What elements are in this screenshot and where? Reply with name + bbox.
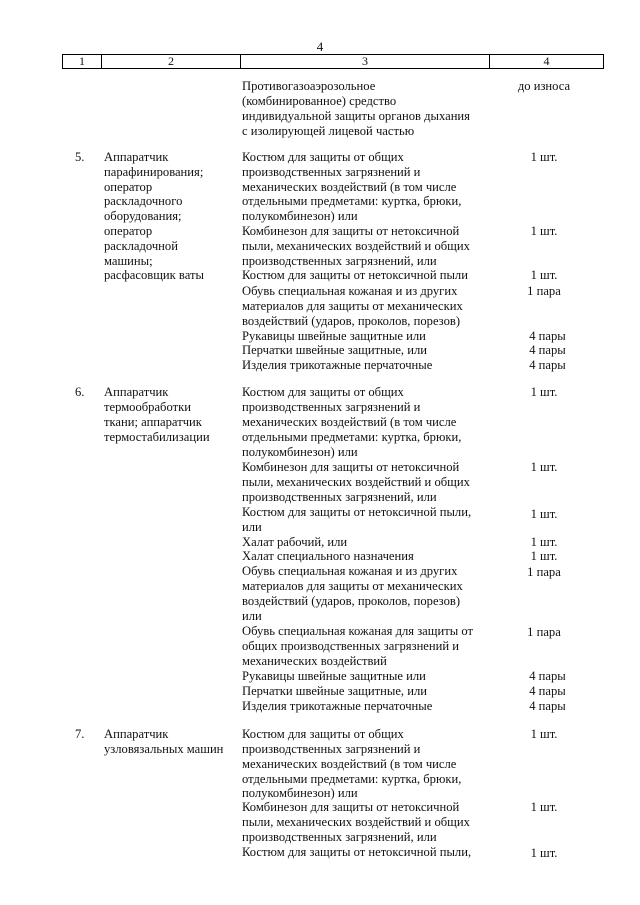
profession-line: оператор <box>104 180 153 194</box>
item-line: отдельными предметами: куртка, брюки, <box>242 772 462 786</box>
item-line: Комбинезон для защиты от нетоксичной <box>242 224 460 238</box>
item-line: механических воздействий (в том числе <box>242 180 457 194</box>
row-number: 7. <box>75 727 85 741</box>
issue-norm: 1 шт. <box>530 846 558 860</box>
item-line: механических воздействий <box>242 654 387 668</box>
issue-norm: 4 пары <box>529 358 566 372</box>
issue-norm: 1 шт. <box>530 268 558 282</box>
item-line: производственных загрязнений, или <box>242 254 437 268</box>
profession-line: Аппаратчик <box>104 727 169 741</box>
item-line: с изолирующей лицевой частью <box>242 124 415 138</box>
profession-line: раскладочной <box>104 239 178 253</box>
profession-line: оператор <box>104 224 153 238</box>
item-line: пыли, механических воздействий и общих <box>242 239 470 253</box>
table-header <box>62 54 604 69</box>
item-line: (комбинированное) средство <box>242 94 397 108</box>
issue-norm: 1 шт. <box>530 549 558 563</box>
row-number: 5. <box>75 150 85 164</box>
profession-line: узловязальных машин <box>104 742 224 756</box>
profession-line: раскладочного <box>104 194 183 208</box>
issue-norm: 1 шт. <box>530 507 558 521</box>
item-line: Рукавицы швейные защитные или <box>242 329 426 343</box>
column-header-3: 3 <box>241 55 490 68</box>
item-line: механических воздействий (в том числе <box>242 415 457 429</box>
profession-line: Аппаратчик <box>104 385 169 399</box>
item-line: механических воздействий (в том числе <box>242 757 457 771</box>
item-line: полукомбинезон) или <box>242 786 358 800</box>
issue-norm: 4 пары <box>529 329 566 343</box>
item-line: производственных загрязнений и <box>242 400 421 414</box>
profession-line: термообработки <box>104 400 191 414</box>
item-line: пыли, механических воздействий и общих <box>242 475 470 489</box>
issue-norm: 4 пары <box>529 699 566 713</box>
item-line: Костюм для защиты от нетоксичной пыли, <box>242 845 472 859</box>
issue-norm: 1 пара <box>527 284 561 298</box>
item-line: отдельными предметами: куртка, брюки, <box>242 430 462 444</box>
issue-norm: 4 пары <box>529 684 566 698</box>
item-line: материалов для защиты от механических <box>242 299 463 313</box>
column-header-4: 4 <box>543 54 550 68</box>
issue-norm: 1 шт. <box>530 224 558 238</box>
issue-norm: 1 шт. <box>530 150 558 164</box>
item-line: Костюм для защиты от общих <box>242 150 404 164</box>
column-header-1: 1 <box>63 55 102 68</box>
item-line: Перчатки швейные защитные, или <box>242 684 427 698</box>
issue-norm: 1 шт. <box>530 460 558 474</box>
item-line: Обувь специальная кожаная для защиты от <box>242 624 473 638</box>
item-line: индивидуальной защиты органов дыхания <box>242 109 470 123</box>
item-line: полукомбинезон) или <box>242 209 358 223</box>
issue-norm: 1 шт. <box>530 727 558 741</box>
item-line: производственных загрязнений и <box>242 165 421 179</box>
issue-norm: 1 шт. <box>530 800 558 814</box>
item-line: Обувь специальная кожаная и из других <box>242 284 458 298</box>
issue-norm: 4 пары <box>529 669 566 683</box>
item-line: общих производственных загрязнений и <box>242 639 460 653</box>
issue-norm: 1 пара <box>527 625 561 639</box>
item-line: Костюм для защиты от общих <box>242 727 404 741</box>
item-line: Обувь специальная кожаная и из других <box>242 564 458 578</box>
item-line: отдельными предметами: куртка, брюки, <box>242 194 462 208</box>
item-line: материалов для защиты от механических <box>242 579 463 593</box>
profession-line: оборудования; <box>104 209 182 223</box>
item-line: Противогазоаэрозольное <box>242 79 376 93</box>
profession-line: парафинирования; <box>104 165 204 179</box>
page-number: 4 <box>316 39 324 54</box>
item-line: или <box>242 609 262 623</box>
issue-norm: 1 пара <box>527 565 561 579</box>
profession-line: ткани; аппаратчик <box>104 415 202 429</box>
item-line: производственных загрязнений и <box>242 742 421 756</box>
issue-norm: 1 шт. <box>530 385 558 399</box>
profession-line: термостабилизации <box>104 430 210 444</box>
item-line: Костюм для защиты от нетоксичной пыли <box>242 268 468 282</box>
item-line: Костюм для защиты от общих <box>242 385 404 399</box>
item-line: Комбинезон для защиты от нетоксичной <box>242 800 460 814</box>
item-line: полукомбинезон) или <box>242 445 358 459</box>
item-line: производственных загрязнений, или <box>242 490 437 504</box>
profession-line: машины; <box>104 254 153 268</box>
item-line: Изделия трикотажные перчаточные <box>242 358 433 372</box>
item-line: Халат рабочий, или <box>242 535 348 549</box>
item-line: Рукавицы швейные защитные или <box>242 669 426 683</box>
profession-line: расфасовщик ваты <box>104 268 204 282</box>
item-line: Костюм для защиты от нетоксичной пыли, <box>242 505 472 519</box>
item-line: Комбинезон для защиты от нетоксичной <box>242 460 460 474</box>
column-header-2: 2 <box>102 55 241 68</box>
item-line: или <box>242 520 262 534</box>
issue-norm: до износа <box>517 79 571 93</box>
issue-norm: 1 шт. <box>530 535 558 549</box>
item-line: воздействий (ударов, проколов, порезов) <box>242 314 461 328</box>
issue-norm: 4 пары <box>529 343 566 357</box>
row-number: 6. <box>75 385 85 399</box>
profession-line: Аппаратчик <box>104 150 169 164</box>
item-line: Изделия трикотажные перчаточные <box>242 699 433 713</box>
item-line: Перчатки швейные защитные, или <box>242 343 427 357</box>
item-line: Халат специального назначения <box>242 549 414 563</box>
item-line: производственных загрязнений, или <box>242 830 437 844</box>
item-line: воздействий (ударов, проколов, порезов) <box>242 594 461 608</box>
item-line: пыли, механических воздействий и общих <box>242 815 470 829</box>
